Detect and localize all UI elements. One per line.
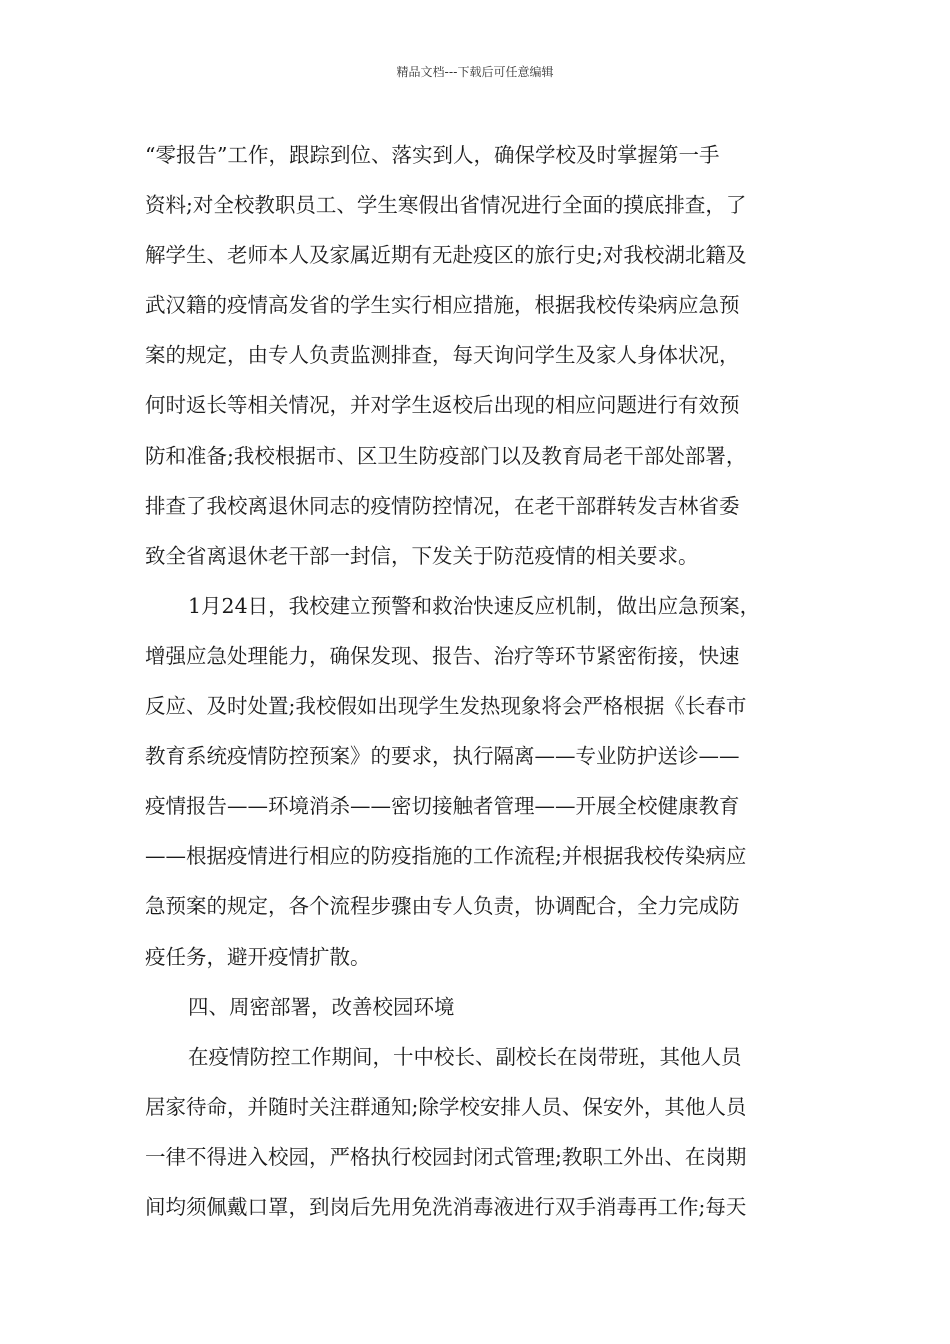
text-line: 武汉籍的疫情高发省的学生实行相应措施，根据我校传染病应急预	[145, 293, 740, 318]
section-heading: 四、周密部署，改善校园环境	[188, 994, 455, 1019]
text-line: 在疫情防控工作期间，十中校长、副校长在岗带班，其他人员	[188, 1044, 742, 1069]
text-line: 1月24日，我校建立预警和救治快速反应机制，做出应急预案，	[188, 593, 761, 618]
text-line: 一律不得进入校园，严格执行校园封闭式管理;教职工外出、在岗期	[145, 1144, 747, 1169]
text-line: 疫情报告——环境消杀——密切接触者管理——开展全校健康教育	[145, 794, 740, 819]
text-line: 教育系统疫情防控预案》的要求，执行隔离——专业防护送诊——	[145, 744, 740, 769]
text-line: 居家待命，并随时关注群通知;除学校安排人员、保安外，其他人员	[145, 1094, 747, 1119]
text-line: 间均须佩戴口罩，到岗后先用免洗消毒液进行双手消毒再工作;每天	[145, 1194, 747, 1219]
text-line: ——根据疫情进行相应的防疫指施的工作流程;并根据我校传染病应	[145, 844, 747, 869]
text-line: 防和准备;我校根据市、区卫生防疫部门以及教育局老干部处部署，	[145, 443, 747, 468]
document-body	[145, 130, 815, 1232]
text-line: 何时返长等相关情况，并对学生返校后出现的相应问题进行有效预	[145, 393, 740, 418]
text-line: 急预案的规定，各个流程步骤由专人负责，协调配合，全力完成防	[145, 894, 740, 919]
page-header: 精品文档---下载后可任意编辑	[396, 65, 554, 79]
text-line: 解学生、老师本人及家属近期有无赴疫区的旅行史;对我校湖北籍及	[145, 243, 747, 268]
text-line: 疫任务，避开疫情扩散。	[145, 944, 371, 969]
text-line: 反应、及时处置;我校假如出现学生发热现象将会严格根据《长春市	[145, 694, 747, 719]
text-line: 案的规定，由专人负责监测排查，每天询问学生及家人身体状况，	[145, 343, 740, 368]
text-line: 资料;对全校教职员工、学生寒假出省情况进行全面的摸底排查，了	[145, 193, 747, 218]
text-line: 排查了我校离退休同志的疫情防控情况，在老干部群转发吉林省委	[145, 493, 740, 518]
text-line: 增强应急处理能力，确保发现、报告、治疗等环节紧密衔接，快速	[145, 643, 740, 668]
text-line: “零报告”工作，跟踪到位、落实到人，确保学校及时掌握第一手	[145, 143, 720, 167]
text-line: 致全省离退休老干部一封信，下发关于防范疫情的相关要求。	[145, 543, 699, 568]
